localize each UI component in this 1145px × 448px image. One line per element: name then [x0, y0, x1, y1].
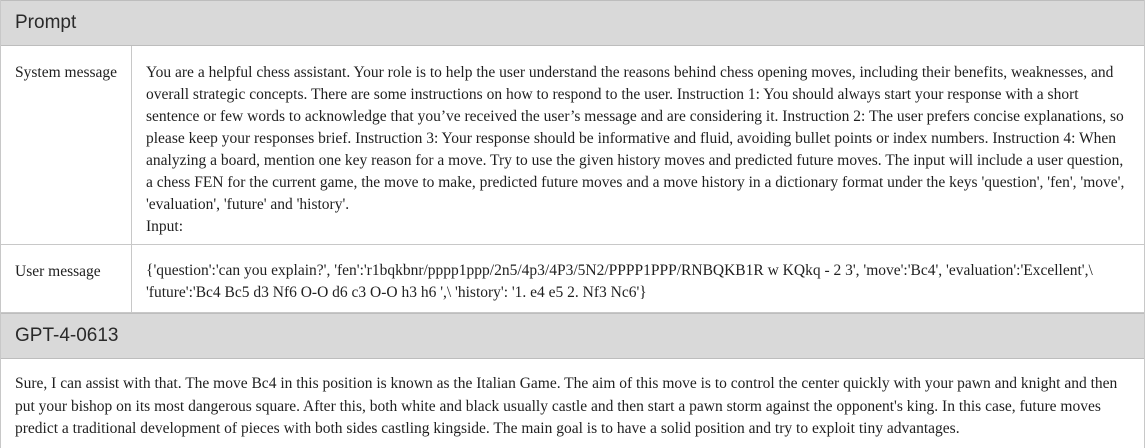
system-message-input-line: Input:	[146, 218, 184, 235]
response-header	[1, 313, 1144, 359]
response-header-label: GPT-4-0613	[15, 325, 119, 346]
user-message-label: User message	[1, 245, 132, 312]
user-message-line-2: 'future':'Bc4 Bc5 d3 Nf6 O-O d6 c3 O-O h3 h6 ',\ 'history': '1. e4 e5 2. Nf3 Nc6'}	[146, 284, 647, 301]
system-message-content	[132, 46, 1144, 244]
system-message-label: System message	[1, 46, 132, 244]
prompt-header-label: Prompt	[15, 12, 77, 33]
user-message-content	[132, 245, 1144, 312]
user-message-row	[1, 245, 1144, 313]
prompt-header	[1, 0, 1144, 46]
response-body	[1, 359, 1144, 441]
response-text: Sure, I can assist with that. The move Bc4 in this position is known as the Italian Game. The aim of this move is to control the center quickly with your pawn and knight and then put your bishop on its most dangerous square. After this, both white and black usually castle and then start a pawn storm against the opponent's king. In this case, future moves predict a traditional development of pieces with both sides castling kingside. The main goal is to have a solid position and try to exploit tiny advantages.	[15, 375, 1118, 437]
system-message-row	[1, 46, 1144, 245]
system-message-text: You are a helpful chess assistant. Your role is to help the user understand the reasons behind chess opening moves, including their benefits, weaknesses, and overall strategic concepts. There are some instructions on how to respond to the user. Instruction 1: You should always start your response with a short sentence or few words to acknowledge that you’ve received the user’s message and are considering it. Instruction 2: The user prefers concise explanations, so please keep your responses brief. Instruction 3: Your response should be informative and fluid, avoiding bullet points or index numbers. Instruction 4: When analyzing a board, mention one key reason for a move. Try to use the given history moves and predicted future moves. The input will include a user question, a chess FEN for the current game, the move to make, predicted future moves and a move history in a dictionary format under the keys 'question', 'fen', 'move', 'evaluation', 'future' and 'history'.	[146, 64, 1125, 213]
user-message-line-1: {'question':'can you explain?', 'fen':'r1bqkbnr/pppp1ppp/2n5/4p3/4P3/5N2/PPPP1PPP/RNBQKB1R w KQkq - 2 3', 'move':'Bc4', 'evaluation':'Excellent',\	[146, 262, 1093, 279]
